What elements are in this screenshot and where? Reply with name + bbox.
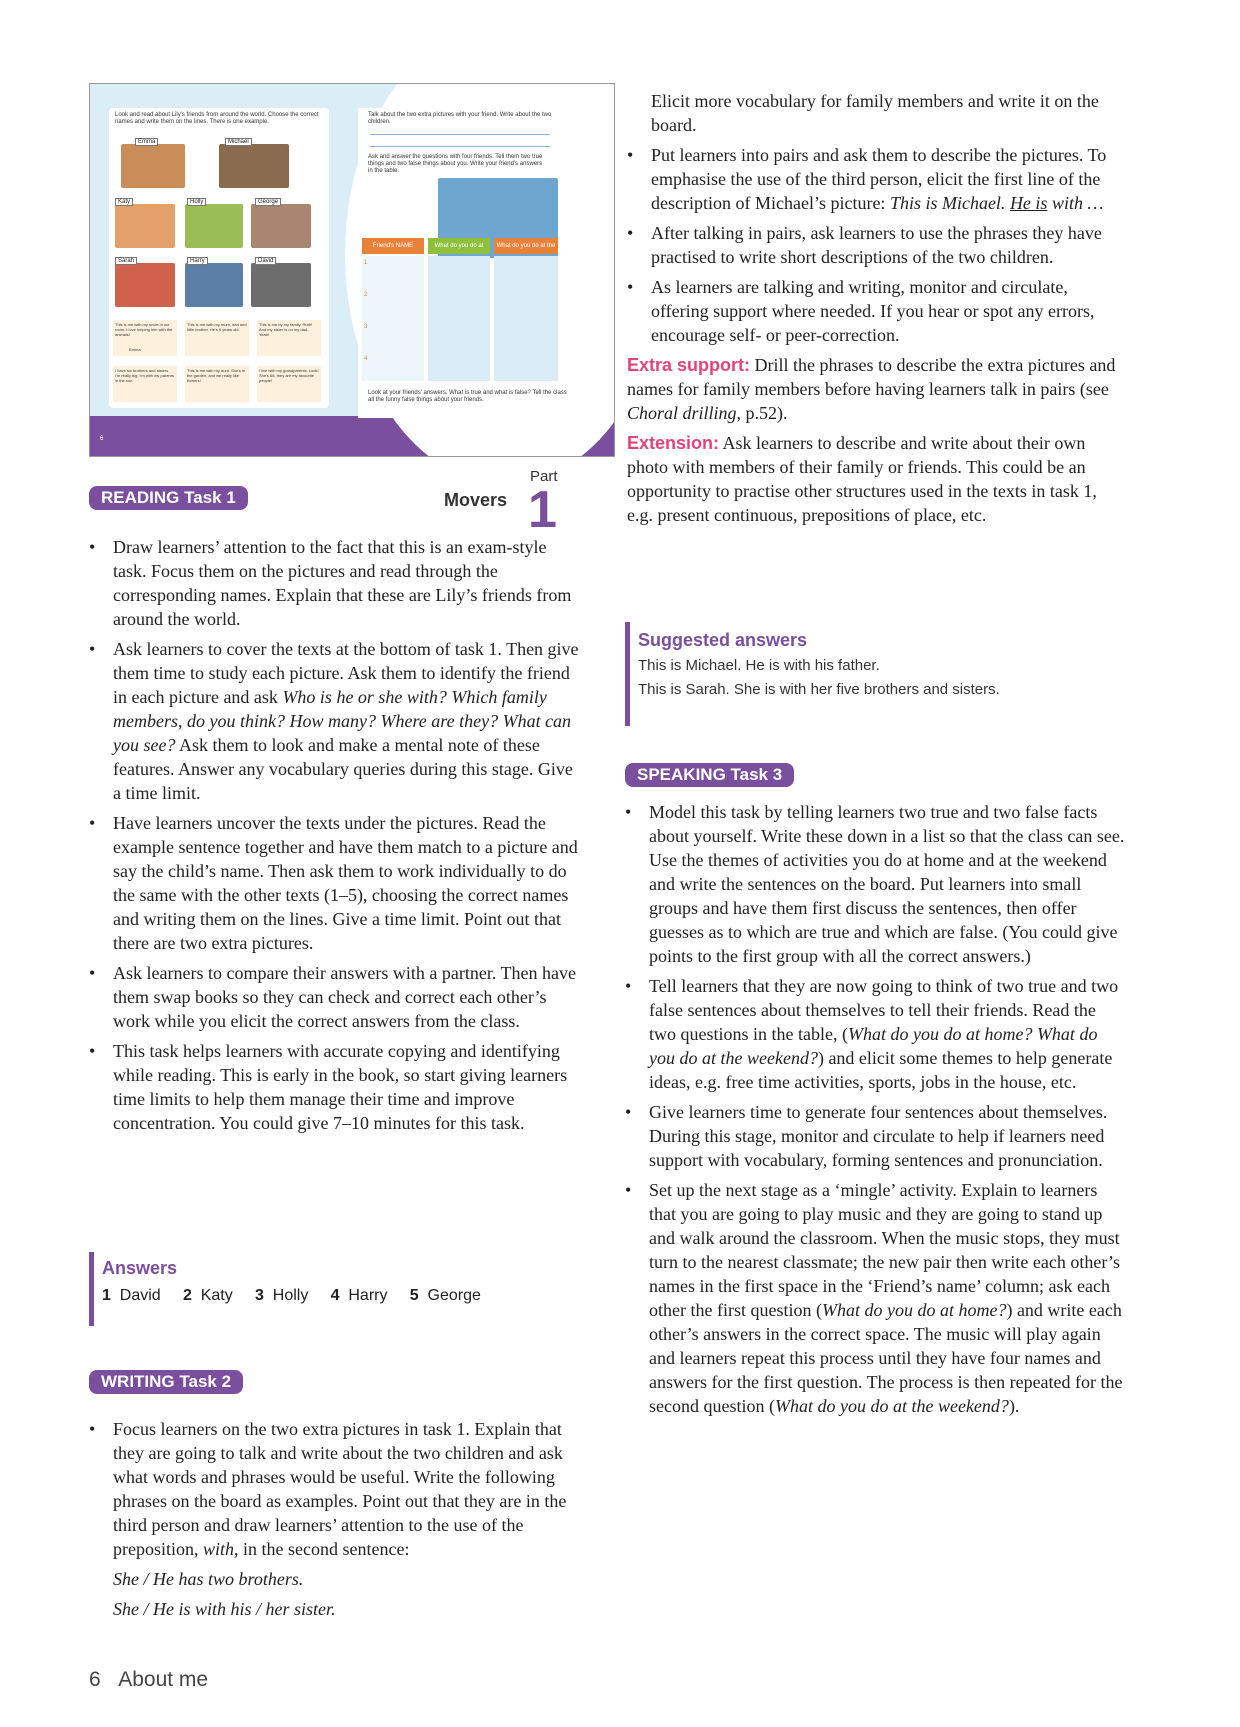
list-item: • Ask learners to compare their answers with a partner. Then have them swap books so they can check and correct each other’s work while you elicit the correct answers from the class. bbox=[89, 961, 584, 1033]
speaking-bullets bbox=[625, 800, 1125, 1424]
example-answer: Emma bbox=[129, 347, 141, 352]
list-item: • Ask learners to cover the texts at the bottom of task 1. Then give them time to study each picture. Ask them to identify the friend in each picture and ask Who is he or she with? Which family members, do you think? How many? Where are they? What can you see? Ask them to look and make a mental note of these features. Answer any vocabulary queries during this stage. Give a time limit. bbox=[89, 637, 584, 805]
list-item: • Set up the next stage as a ‘mingle’ activity. Explain to learners that you are going to play music and they are going to stand up and walk around the classroom. When the music stops, they must turn to the nearest classmate; the new pair then write each other’s names in the first space in the ‘Friend’s name’ column; ask each other the first question (What do you do at home?) and write each other’s answers in the correct space. The music will play again and learners repeat this process until they have four names and answers for the first question. The process is then repeated for the second question (What do you do at the weekend?). bbox=[625, 1178, 1125, 1418]
picture-emma bbox=[121, 144, 185, 188]
answers-title: Answers bbox=[102, 1258, 178, 1278]
list-item: • As learners are talking and writing, monitor and circulate, offering support where needed. If you hear or spot any errors, encourage self- or peer-correction. bbox=[627, 275, 1125, 347]
text-box: This is me with my uncle in our room. I love helping him with the animals! bbox=[113, 320, 177, 356]
speaking-task-header: SPEAKING Task 3 bbox=[625, 763, 794, 787]
task3-instruction: Ask and answer the questions with four friends. Tell them two true things and two false things about you. Write your friend's answers in the table. bbox=[368, 154, 543, 174]
extra-support: Extra support: Drill the phrases to describe the extra pictures and names for family members before having learners talk in pairs (see Choral drilling, p.52). bbox=[627, 355, 1116, 423]
write-line bbox=[370, 134, 550, 135]
table-column bbox=[362, 256, 424, 381]
extension: Extension: Ask learners to describe and write about their own photo with members of their family or friends. This could be an opportunity to practise other structures used in the texts in task 1, e.g. present continuous, prepositions of place, etc. bbox=[627, 433, 1097, 525]
list-item: • Focus learners on the two extra pictures in task 1. Explain that they are going to talk and write about the two children and ask what words and phrases would be useful. Write the following phrases on the board as examples. Point out that they are in the third person and draw learners’ attention to the use of the preposition, with, in the second sentence: bbox=[89, 1417, 584, 1561]
write-line bbox=[370, 146, 550, 147]
list-item: • Put learners into pairs and ask them to describe the pictures. To emphasise the use of the third person, elicit the first line of the description of Michael’s picture: This is Michael. He is with … bbox=[627, 143, 1125, 215]
suggested-title: Suggested answers bbox=[638, 630, 808, 650]
thumb-page-right: 7 bbox=[598, 436, 602, 442]
part-label: Part bbox=[530, 468, 558, 485]
student-book-thumbnail bbox=[89, 83, 615, 457]
thumbnail-right-page bbox=[358, 108, 598, 418]
table-header: Friend's NAME bbox=[362, 238, 424, 254]
picture-george bbox=[251, 204, 311, 248]
name-label: Emma bbox=[135, 138, 158, 146]
name-label: Katy bbox=[115, 198, 133, 206]
reading-task-header: READING Task 1 bbox=[89, 486, 248, 510]
part-number: 1 bbox=[528, 481, 557, 539]
list-item: • Give learners time to generate four sentences about themselves. During this stage, monitor and circulate to help if learners need support with vocabulary, forming sentences and pronunciation. bbox=[625, 1100, 1125, 1172]
name-label: Sarah bbox=[115, 257, 137, 265]
text-box: I have six brothers and sisters. I'm really big. I'm with my parents in the sun. bbox=[113, 366, 177, 402]
answers-box bbox=[89, 1252, 572, 1326]
list-item: • Tell learners that they are now going to think of two true and two false sentences about themselves to tell their friends. Read the two questions in the table, (What do you do at home? What do you do at the weekend?) and elicit some themes to help generate ideas, e.g. free time activities, sports, jobs in the house, etc. bbox=[625, 974, 1125, 1094]
name-label: David bbox=[255, 257, 276, 265]
reading-bullets bbox=[89, 535, 584, 1141]
name-label: Holly bbox=[187, 198, 206, 206]
picture-david bbox=[251, 263, 311, 307]
right-column bbox=[627, 89, 1125, 527]
example-phrase: She / He is with his / her sister. bbox=[113, 1599, 336, 1619]
table-header: What do you do at the bbox=[494, 238, 558, 254]
example-phrase: She / He has two brothers. bbox=[113, 1569, 304, 1589]
picture-michael bbox=[219, 144, 289, 188]
table-column bbox=[494, 256, 558, 381]
table-column bbox=[428, 256, 490, 381]
row-number: 2 bbox=[364, 292, 368, 298]
task2-instruction: Talk about the two extra pictures with your friend. Write about the two children. bbox=[368, 112, 552, 125]
page-footer: 6 About me bbox=[89, 1668, 209, 1691]
text-box: This is me with my mum, dad and little brother. He's 5 years old. bbox=[185, 320, 249, 356]
picture-harry bbox=[185, 263, 243, 307]
name-label: Michael bbox=[225, 138, 252, 146]
text-box: This is me with my aunt. She's in the garden, and we really like flowers! bbox=[185, 366, 249, 402]
writing-bullets bbox=[89, 1417, 584, 1621]
task4-instruction: Look at your friends' answers. What is true and what is false? Tell the class all the funny false things about your friends. bbox=[368, 390, 567, 403]
list-item: • Draw learners’ attention to the fact that this is an exam-style task. Focus them on the pictures and read through the corresponding names. Explain that these are Lily’s friends from around the world. bbox=[89, 535, 584, 631]
picture-sarah bbox=[115, 263, 175, 307]
suggested-answers-box bbox=[625, 622, 1108, 726]
thumb-page-left: 6 bbox=[100, 436, 104, 442]
name-label: George bbox=[255, 198, 281, 206]
list-item: • This task helps learners with accurate copying and identifying while reading. This is early in the book, so start giving learners time limits to help them manage their time and improve concentration. You could give 7–10 minutes for this task. bbox=[89, 1039, 584, 1135]
list-item: • After talking in pairs, ask learners to use the phrases they have practised to write short descriptions of the two children. bbox=[627, 221, 1125, 269]
table-header: What do you do at bbox=[428, 238, 490, 254]
picture-katy bbox=[115, 204, 175, 248]
task1-instruction: Look and read about Lily's friends from around the world. Choose the correct names and write them on the lines. There is one example. bbox=[115, 112, 319, 125]
name-label: Harry bbox=[187, 257, 208, 265]
writing-task-header: WRITING Task 2 bbox=[89, 1370, 243, 1394]
thumbnail-left-page bbox=[109, 108, 329, 408]
movers-label: Movers bbox=[444, 490, 508, 510]
list-item: • Have learners uncover the texts under the pictures. Read the example sentence together and have them match to a picture and say the child’s name. Then ask them to work individually to do the same with the other texts (1–5), choosing the correct names and writing them on the lines. Give a time limit. Point out that there are two extra pictures. bbox=[89, 811, 584, 955]
continued-text: Elicit more vocabulary for family members and write it on the board. bbox=[651, 91, 1099, 135]
row-number: 3 bbox=[364, 324, 368, 330]
row-number: 4 bbox=[364, 356, 368, 362]
list-item: • Model this task by telling learners two true and two false facts about yourself. Write these down in a list so that the class can see. Use the themes of activities you do at home and at the weekend and write the sentences on the board. Put learners into small groups and have them first discuss the sentences, then offer guesses as to which are true and which are false. (You could give points to the first group with all the correct answers.) bbox=[625, 800, 1125, 968]
row-number: 1 bbox=[364, 260, 368, 266]
answers-list: 1 David 2 Katy 3 Holly 4 Harry 5 George bbox=[102, 1287, 481, 1304]
suggested-answer: This is Sarah. She is with her five brothers and sisters. bbox=[638, 681, 1000, 698]
picture-holly bbox=[185, 204, 243, 248]
text-box: I live with my grandparents. Look! She's 68, they are my favourite people! bbox=[257, 366, 321, 402]
text-box: This is me by my family. Ruth! And my sister is on my dad. Yeah! bbox=[257, 320, 321, 356]
suggested-answer: This is Michael. He is with his father. bbox=[638, 657, 880, 674]
